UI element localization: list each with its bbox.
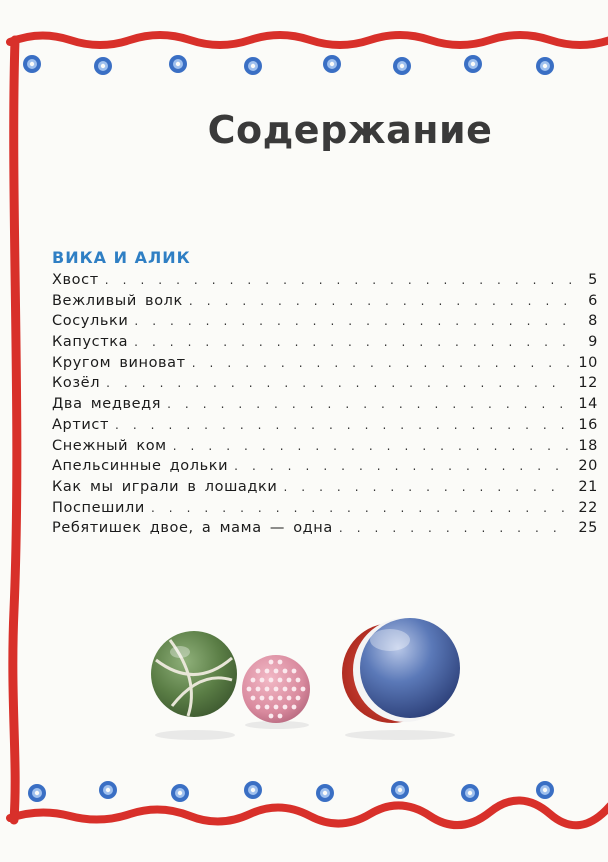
toc-entry-page: 20 bbox=[578, 458, 598, 475]
beads-top bbox=[23, 55, 554, 75]
pink-ball-icon bbox=[242, 655, 310, 729]
toc-entry-page: 16 bbox=[578, 416, 598, 433]
toc-entry-page: 5 bbox=[588, 272, 598, 288]
dot-leader bbox=[167, 397, 570, 411]
toc-entry-page: 21 bbox=[578, 478, 598, 495]
toc-entry bbox=[52, 396, 598, 417]
toc-entry bbox=[52, 479, 598, 500]
toc-entry-title: Сосульки bbox=[52, 313, 129, 330]
toc-entry bbox=[52, 293, 598, 314]
toc-entry-title: Кругом виноват bbox=[52, 354, 186, 371]
dot-leader bbox=[151, 501, 570, 515]
toc-entry-page: 12 bbox=[578, 375, 598, 392]
toc-entry bbox=[52, 272, 598, 293]
toc-entry-page: 8 bbox=[588, 313, 598, 330]
dot-leader bbox=[115, 418, 570, 432]
section-title: ВИКА И АЛИК bbox=[52, 248, 191, 267]
dot-leader bbox=[192, 356, 571, 370]
toc-entry-title: Апельсинные дольки bbox=[52, 458, 229, 475]
toc-entry-page: 10 bbox=[578, 354, 598, 371]
toc-entry-title: Снежный ком bbox=[52, 437, 167, 454]
toc-entry-page: 14 bbox=[578, 396, 598, 413]
toc-entry-page: 6 bbox=[588, 292, 598, 309]
toc-entry-title: Капустка bbox=[52, 334, 129, 351]
toc-entry bbox=[52, 520, 598, 541]
toc-entry-title: Вежливый волк bbox=[52, 292, 183, 309]
border-top-wave bbox=[10, 35, 608, 45]
dot-leader bbox=[173, 439, 571, 453]
dot-leader bbox=[105, 273, 572, 287]
toc-entry-title: Козёл bbox=[52, 375, 101, 392]
dot-leader bbox=[106, 376, 570, 390]
balls-illustration bbox=[0, 600, 608, 740]
toc-entry bbox=[52, 438, 598, 459]
table-of-contents bbox=[52, 272, 598, 541]
toc-entry-page: 9 bbox=[588, 334, 598, 351]
toc-entry bbox=[52, 458, 598, 479]
toc-entry-page: 25 bbox=[578, 520, 598, 537]
toc-entry-title: Два медведя bbox=[52, 396, 162, 413]
toc-entry-page: 18 bbox=[578, 437, 598, 454]
dot-leader bbox=[134, 335, 572, 349]
dot-leader bbox=[234, 459, 570, 473]
beads-bottom bbox=[28, 781, 554, 802]
toc-entry bbox=[52, 334, 598, 355]
toc-entry-title: Как мы играли в лошадки bbox=[52, 478, 278, 495]
blue-ball-icon bbox=[342, 618, 460, 740]
dot-leader bbox=[339, 521, 570, 535]
dot-leader bbox=[283, 480, 570, 494]
toc-entry bbox=[52, 313, 598, 334]
toc-entry bbox=[52, 500, 598, 521]
toc-entry-title: Артист bbox=[52, 416, 110, 433]
toc-entry-page: 22 bbox=[578, 499, 598, 516]
border-bottom-wave bbox=[10, 800, 608, 825]
dot-leader bbox=[189, 294, 572, 308]
toc-entry-title: Хвост bbox=[52, 272, 99, 288]
dot-leader bbox=[134, 314, 572, 328]
toc-entry bbox=[52, 375, 598, 396]
toc-entry-title: Поспешили bbox=[52, 499, 145, 516]
green-ball-icon bbox=[151, 631, 237, 740]
page-title: Содержание bbox=[207, 108, 493, 152]
toc-entry bbox=[52, 417, 598, 438]
toc-entry-title: Ребятишек двое, а мама — одна bbox=[52, 520, 333, 537]
toc-entry bbox=[52, 355, 598, 376]
